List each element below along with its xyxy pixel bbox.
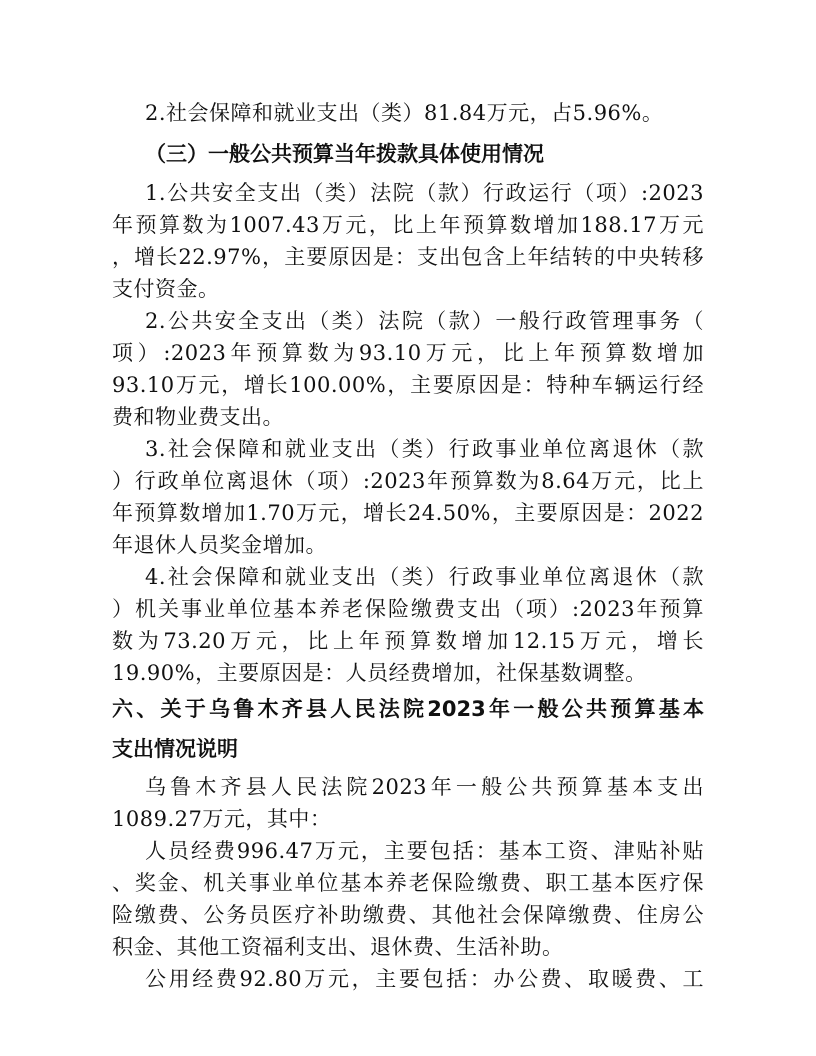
paragraph-line: 19.90%，主要原因是：人员经费增加，社保基数调整。 <box>112 661 647 685</box>
paragraph-line: 项）:2023年预算数为93.10万元，比上年预算数增加 <box>112 341 704 365</box>
paragraph-line: 2.社会保障和就业支出（类）81.84万元，占5.96%。 <box>145 101 664 125</box>
paragraph-line: ）机关事业单位基本养老保险缴费支出（项）:2023年预算 <box>112 597 704 621</box>
section-heading: （三）一般公共预算当年拨款具体使用情况 <box>145 142 544 166</box>
paragraph-line: 1089.27万元，其中： <box>112 807 332 831</box>
paragraph-line: 积金、其他工资福利支出、退休费、生活补助。 <box>112 935 564 959</box>
paragraph-line: 数为73.20万元，比上年预算数增加12.15万元，增长 <box>112 629 704 653</box>
paragraph-line: 1.公共安全支出（类）法院（款）行政运行（项）:2023 <box>145 181 704 205</box>
paragraph-line: 支付资金。 <box>112 277 220 301</box>
paragraph-line: 公用经费92.80万元，主要包括：办公费、取暖费、工 <box>145 967 704 991</box>
paragraph-line: 、奖金、机关事业单位基本养老保险缴费、职工基本医疗保 <box>112 871 704 895</box>
paragraph-line: 年退休人员奖金增加。 <box>112 533 327 557</box>
paragraph-line: 2.公共安全支出（类）法院（款）一般行政管理事务（ <box>145 309 704 333</box>
paragraph-line: 险缴费、公务员医疗补助缴费、其他社会保障缴费、住房公 <box>112 903 704 927</box>
chapter-heading: 六、关于乌鲁木齐县人民法院2023年一般公共预算基本 <box>112 697 704 721</box>
paragraph-line: 年预算数为1007.43万元，比上年预算数增加188.17万元 <box>112 213 704 237</box>
paragraph-line: 年预算数增加1.70万元，增长24.50%，主要原因是：2022 <box>112 501 704 525</box>
paragraph-line: ）行政单位离退休（项）:2023年预算数为8.64万元，比上 <box>112 469 704 493</box>
paragraph-line: 乌鲁木齐县人民法院2023年一般公共预算基本支出 <box>145 775 704 799</box>
paragraph-line: 4.社会保障和就业支出（类）行政事业单位离退休（款 <box>145 565 704 589</box>
chapter-heading-continuation: 支出情况说明 <box>112 737 238 761</box>
paragraph-line: 3.社会保障和就业支出（类）行政事业单位离退休（款 <box>145 437 704 461</box>
paragraph-line: ，增长22.97%，主要原因是：支出包含上年结转的中央转移 <box>112 245 704 269</box>
paragraph-line: 人员经费996.47万元，主要包括：基本工资、津贴补贴 <box>145 839 704 863</box>
paragraph-line: 费和物业费支出。 <box>112 405 284 429</box>
paragraph-line: 93.10万元，增长100.00%，主要原因是：特种车辆运行经 <box>112 373 704 397</box>
